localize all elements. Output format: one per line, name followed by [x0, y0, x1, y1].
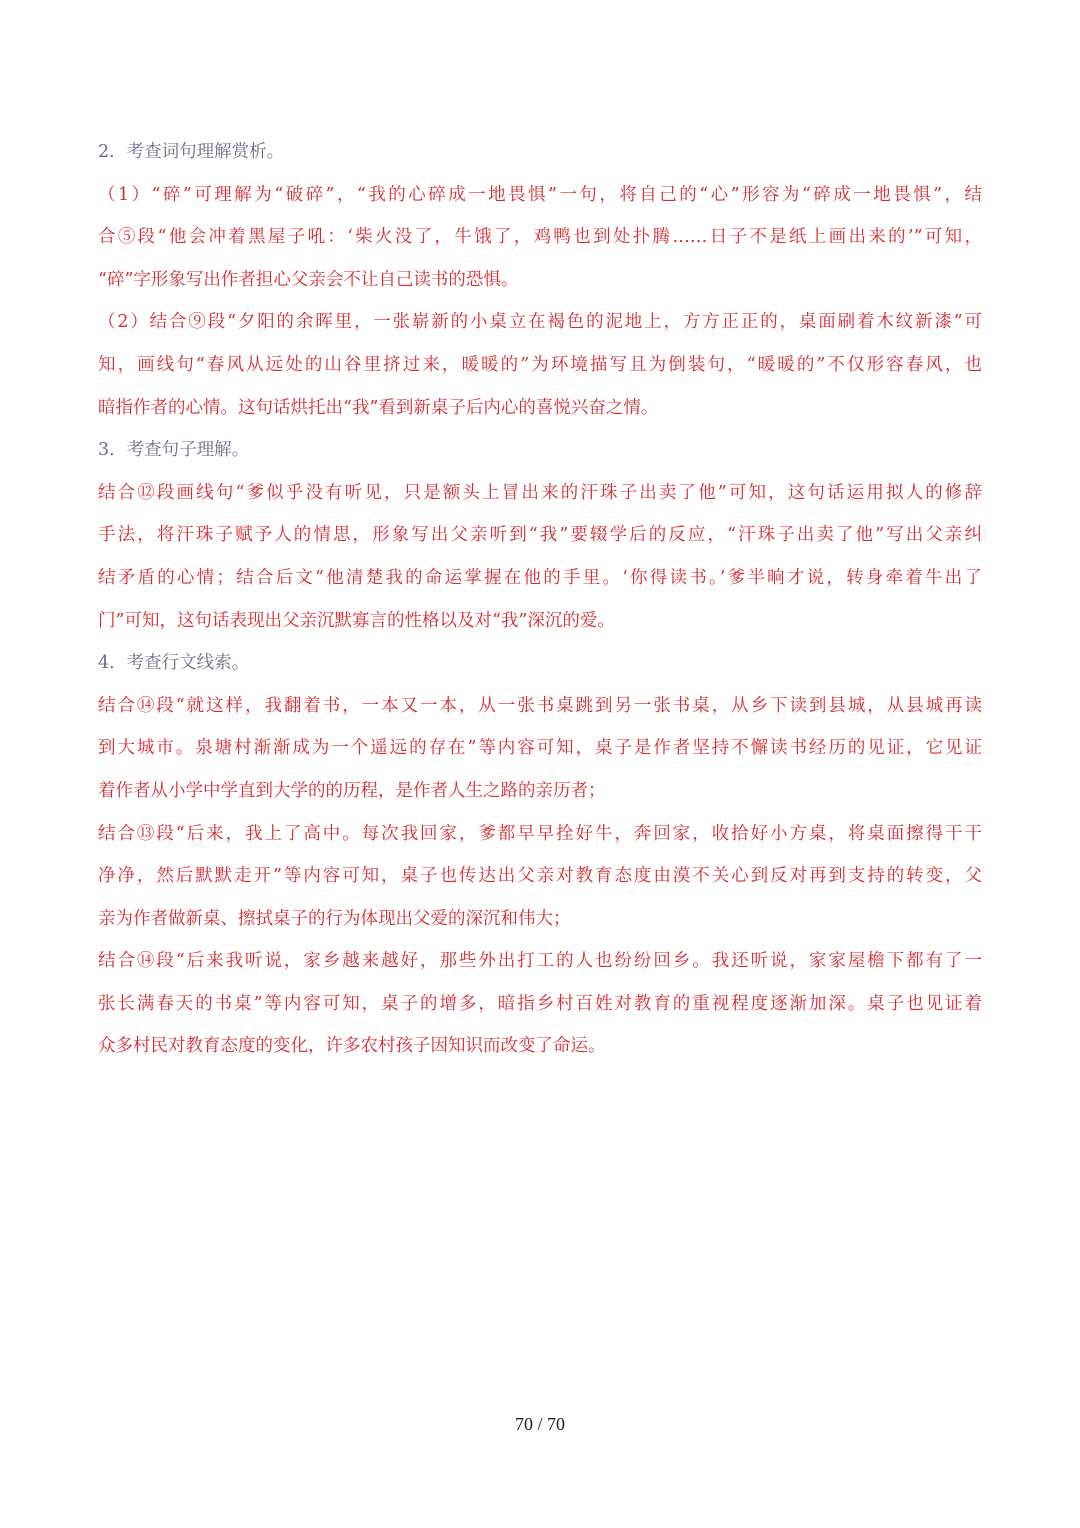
section-heading: 2．考查词句理解赏析。	[98, 142, 285, 162]
answer-text-line: （2）结合⑨段“夕阳的余晖里，一张崭新的小桌立在褐色的泥地上，方方正正的，桌面刷着木纹新漆”可	[98, 312, 982, 333]
answer-text-line: 结合⑭段“后来我听说，家乡越来越好，那些外出打工的人也纷纷回乡。我还听说，家家屋檐下都有了一	[98, 951, 982, 972]
answer-text-line: 结合⑬段“后来，我上了高中。每次我回家，爹都早早拴好牛，奔回家，收拾好小方桌，将桌面擦得干干	[98, 823, 982, 844]
section-heading: 3．考查句子理解。	[98, 440, 250, 461]
page-number: 70 / 70	[514, 1414, 565, 1434]
answer-text-line: 结合⑭段“就这样，我翻着书，一本又一本，从一张书桌跳到另一张书桌，从乡下读到县城，从县城再读	[98, 695, 982, 716]
answer-text-line: 到大城市。泉塘村渐渐成为一个遥远的存在”等内容可知，桌子是作者坚持不懈读书经历的见证，它见证	[98, 738, 982, 759]
answer-text-line: 结合⑫段画线句“爹似乎没有听见，只是额头上冒出来的汗珠子出卖了他”可知，这句话运用拟人的修辞	[98, 482, 982, 503]
answer-text-line: 结矛盾的心情；结合后文“他清楚我的命运掌握在他的手里。‘你得读书。’爹半晌才说，转身牵着牛出了	[98, 567, 982, 588]
answer-text-line: 知，画线句“春风从远处的山谷里挤过来，暖暖的”为环境描写且为倒装句，“暖暖的”不仅形容春风，也	[98, 354, 982, 375]
answer-text-line: 着作者从小学中学直到大学的的历程，是作者人生之路的亲历者；	[98, 780, 606, 801]
document-body	[98, 131, 982, 1068]
answer-text-line: 净净，然后默默走开”等内容可知，桌子也传达出父亲对教育态度由漠不关心到反对再到支持的转变，父	[98, 866, 982, 887]
answer-text-line: 张长满春天的书桌”等内容可知，桌子的增多，暗指乡村百姓对教育的重视程度逐渐加深。桌子也见证着	[98, 993, 982, 1014]
answer-text-line: （1）“碎”可理解为“破碎”，“我的心碎成一地畏惧”一句，将自己的“心”形容为“碎成一地畏惧”，结	[98, 184, 982, 205]
answer-text-line: 合⑤段“他会冲着黑屋子吼：‘柴火没了，牛饿了，鸡鸭也到处扑腾……日子不是纸上画出来的’”可知，	[98, 227, 982, 248]
answer-text-line: “碎”字形象写出作者担心父亲会不让自己读书的恐惧。	[98, 269, 519, 290]
answer-text-line: 门”可知，这句话表现出父亲沉默寡言的性格以及对“我”深沉的爱。	[98, 610, 615, 631]
section-heading: 4．考查行文线索。	[98, 653, 250, 674]
answer-text-line: 亲为作者做新桌、擦拭桌子的行为体现出父爱的深沉和伟大；	[98, 908, 571, 929]
answer-text-line: 众多村民对教育态度的变化，许多农村孩子因知识而改变了命运。	[98, 1036, 606, 1057]
answer-text-line: 暗指作者的心情。这句话烘托出“我”看到新桌子后内心的喜悦兴奋之情。	[98, 397, 659, 418]
answer-text-line: 手法，将汗珠子赋予人的情思，形象写出父亲听到“我”要辍学后的反应，“汗珠子出卖了他”写出父亲纠	[98, 525, 982, 546]
